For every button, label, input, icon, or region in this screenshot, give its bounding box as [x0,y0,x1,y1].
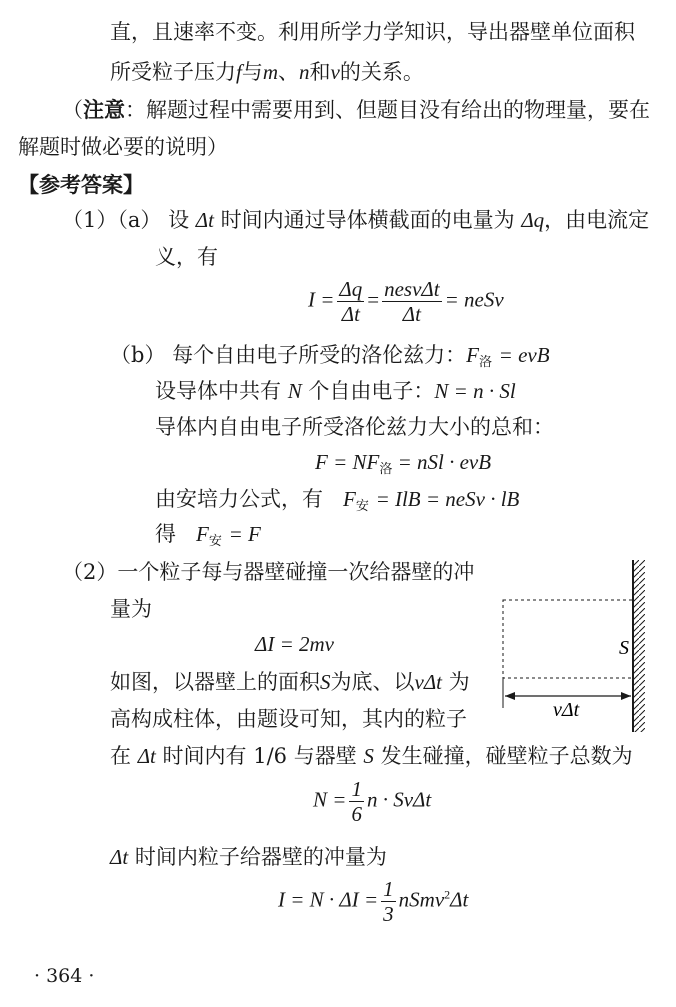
fraction-dq-dt: $\frac{\Delta q}{\Delta t}$ [339,277,363,327]
part2-line-5: 在 Δt 时间内有 1/6 与器壁 S 发生碰撞，碰壁粒子总数为 [110,744,633,768]
fraction-one-sixth: $\frac{1}{6}$ [351,777,362,827]
part1-a-line-2: 义，有 [155,245,218,269]
equation-current: I = $\frac{\Delta q}{\Delta t}$ = $\frac{\text{nesvΔt}}{\Delta t}$ = neSv [308,277,504,327]
part2-line-3: 如图，以器壁上的面积S为底、以vΔt 为 [110,670,470,694]
equation-total-force: $F = NF_洛$ = nSl · evB [315,450,492,477]
wall-cylinder-diagram [495,560,655,735]
part2-line-1: （2）一个粒子每与器壁碰撞一次给器壁的冲 [62,560,475,584]
wall-hatching [633,560,645,732]
part1-b-line-1: （b） 每个自由电子所受的洛伦兹力：$F_洛$ = evB [110,343,550,370]
fraction-nesv: $\frac{\text{nesvΔt}}{\Delta t}$ [384,277,440,327]
answer-header: 【参考答案】 [18,172,144,197]
note-line-2: 解题时做必要的说明） [18,135,228,159]
note-label: 注意 [83,97,125,122]
label-v-delta-t: vΔt [553,699,580,721]
part2-line-2: 量为 [110,597,152,621]
part2-line-4: 高构成柱体，由题设可知，其内的粒子 [110,707,467,731]
fraction-one-third: $\frac{1}{3}$ [383,877,394,927]
part1-b-line-6: 得 $F_安 = F$ [155,522,261,549]
intro-line-2: 所受粒子压力f与m、n和v的关系。 [110,60,424,84]
equation-total-impulse: I = N · ΔI = $\frac{1}{3}$ nSmv$^2$Δt [278,877,469,927]
part1-b-line-3: 导体内自由电子所受洛伦兹力大小的总和： [155,415,554,439]
page-number: · 364 · [34,965,95,987]
cylinder-outline [503,600,633,678]
arrow-right [621,692,631,700]
intro-line-1: 直，且速率不变。利用所学力学知识，导出器壁单位面积 [110,20,635,44]
part1-a-line-1: （1）（a） 设 Δt 时间内通过导体横截面的电量为 Δq，由电流定 [62,208,650,232]
note-line-1: （注意：解题过程中需要用到、但题目没有给出的物理量，要在 [62,97,650,122]
part1-b-line-5: 由安培力公式，有 $F_安$ = IlB = neSv · lB [155,487,520,514]
equation-particle-count: N = $\frac{1}{6}$ n · SvΔt [313,777,432,827]
label-area-s: S [619,637,629,659]
arrow-left [505,692,515,700]
part2-line-6: Δt 时间内粒子给器壁的冲量为 [110,845,387,869]
equation-impulse: ΔI = 2mv [255,632,334,656]
part1-b-line-2: 设导体中共有 N 个自由电子：N = n · Sl [155,379,516,403]
